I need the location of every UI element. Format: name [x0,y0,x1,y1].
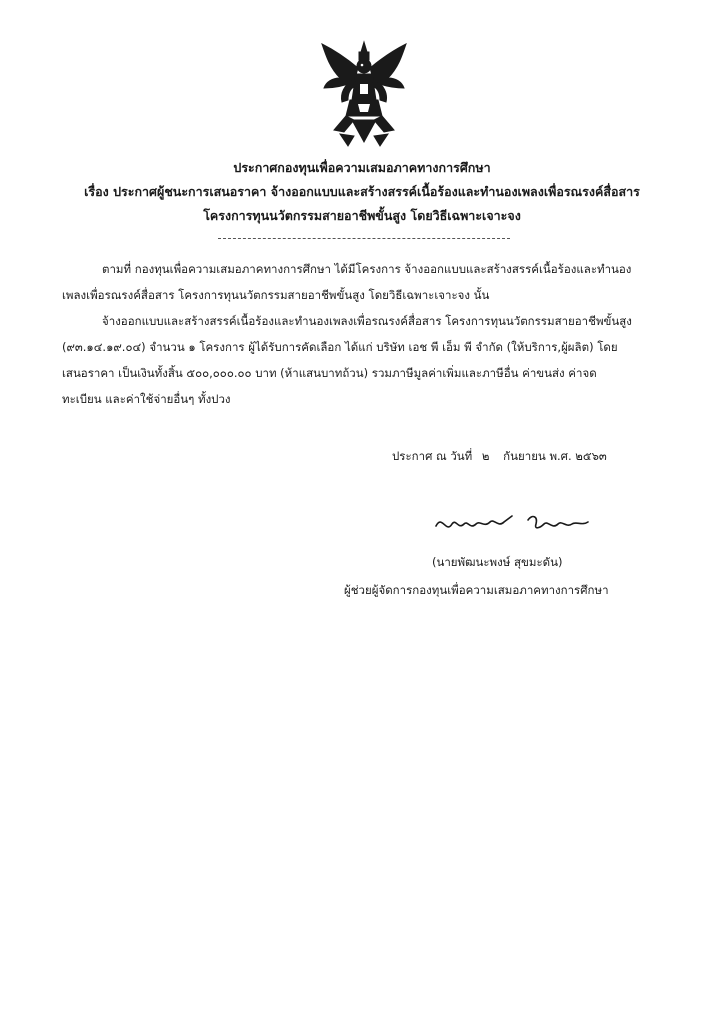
paragraph-2-line-2: (๙๓.๑๔.๑๙.๐๔) จำนวน ๑ โครงการ ผู้ได้รับการคัดเลือก ได้แก่ บริษัท เอช พี เอ็ม พี จำกัด (ให้บริการ,ผู้ผลิต) โดย [62,340,618,354]
paragraph-2-line-3: เสนอราคา เป็นเงินทั้งสิ้น ๕๐๐,๐๐๐.๐๐ บาท (ห้าแสนบาทถ้วน) รวมภาษีมูลค่าเพิ่มและภาษีอื่น ค่าขนส่ง ค่าจด [62,366,597,380]
announcement-day: ๒ [481,449,490,463]
announcement-prefix: ประกาศ ณ วันที่ [392,449,473,463]
header-divider [218,238,510,239]
paragraph-1-line-2: เพลงเพื่อรณรงค์สื่อสาร โครงการทุนนวัตกรรมสายอาชีพขั้นสูง โดยวิธีเฉพาะเจาะจง นั้น [62,288,490,302]
handwritten-signature-icon [432,508,592,538]
announcement-month-year: กันยายน พ.ศ. ๒๕๖๓ [503,449,607,463]
signatory-position: ผู้ช่วยผู้จัดการกองทุนเพื่อความเสมอภาคทางการศึกษา [344,583,609,597]
document-title: ประกาศกองทุนเพื่อความเสมอภาคทางการศึกษา [233,160,491,175]
paragraph-1-line-1: ตามที่ กองทุนเพื่อความเสมอภาคทางการศึกษา ได้มีโครงการ จ้างออกแบบและสร้างสรรค์เนื้อร้องและทำนอง [102,262,632,276]
paragraph-2-line-4: ทะเบียน และค่าใช้จ่ายอื่นๆ ทั้งปวง [62,392,231,406]
announcement-date [392,448,607,466]
document-subject-continued: โครงการทุนนวัตกรรมสายอาชีพขั้นสูง โดยวิธีเฉพาะเจาะจง [203,208,521,223]
signatory-name: (นายพัฒนะพงษ์ สุขมะดัน) [432,555,563,569]
document-subject: เรื่อง ประกาศผู้ชนะการเสนอราคา จ้างออกแบบและสร้างสรรค์เนื้อร้องและทำนองเพลงเพื่อรณรงค์สื่อสาร [84,184,640,199]
garuda-emblem-icon [318,38,410,150]
paragraph-2-line-1: จ้างออกแบบและสร้างสรรค์เนื้อร้องและทำนองเพลงเพื่อรณรงค์สื่อสาร โครงการทุนนวัตกรรมสายอาชีพขั้นสูง [102,314,632,328]
